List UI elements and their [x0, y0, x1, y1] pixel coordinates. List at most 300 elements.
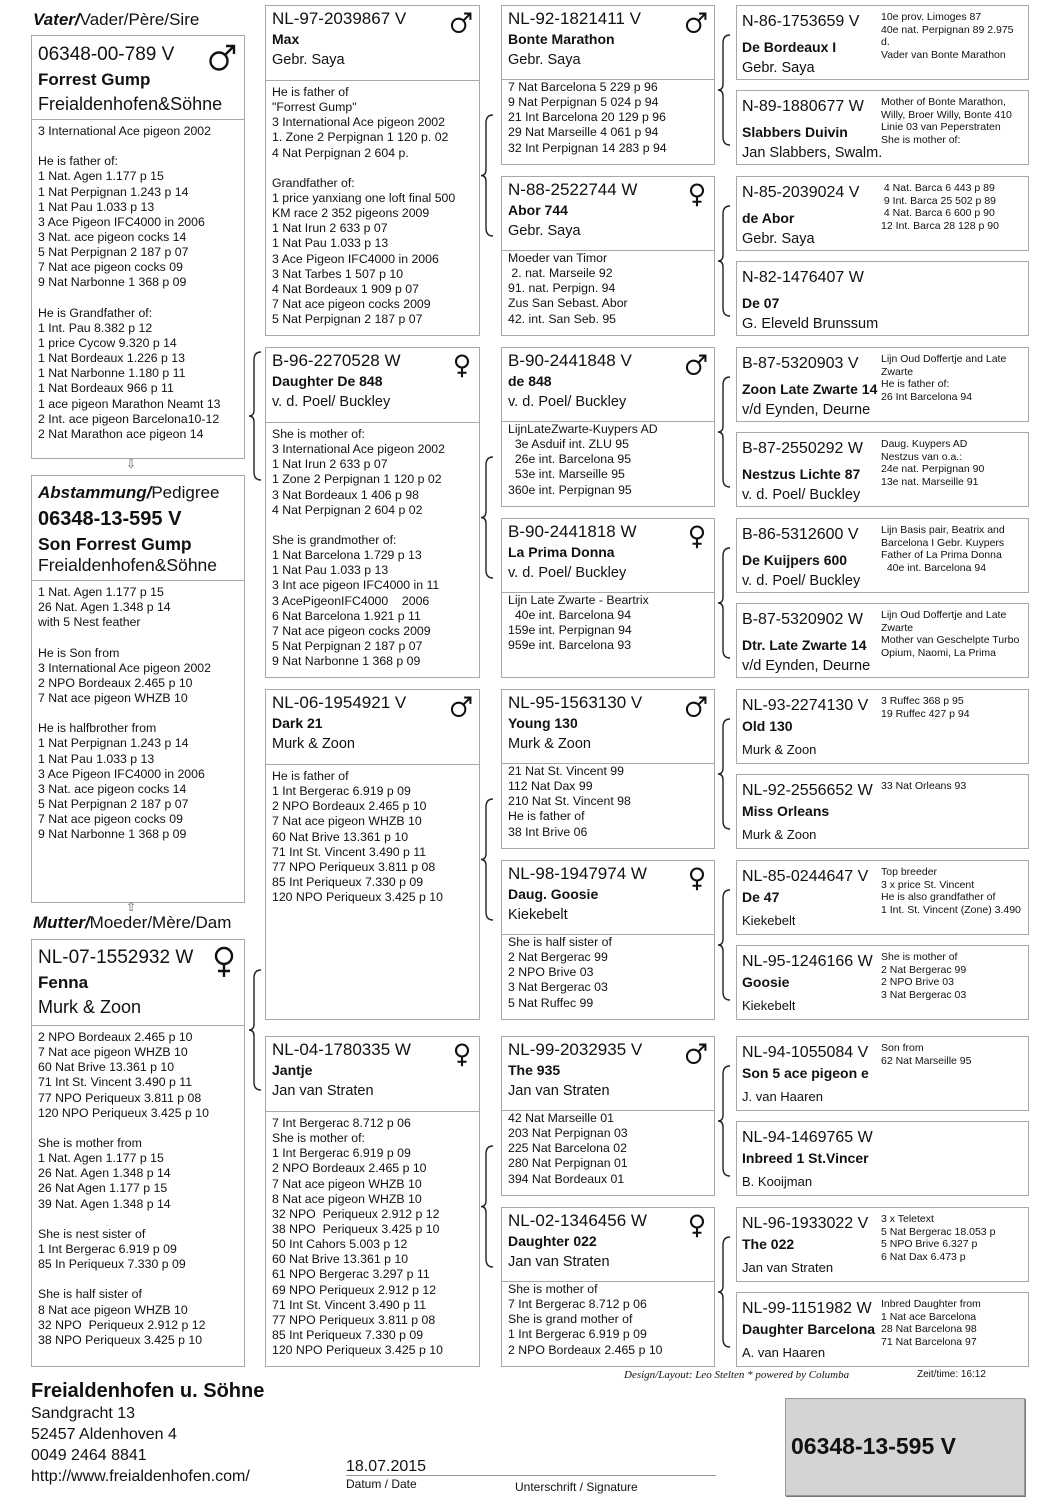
achievement-line: 3 Ruffec 368 p 95 — [881, 695, 964, 707]
ring-number: NL-02-1346456 W — [508, 1211, 647, 1230]
ring-number: NL-04-1780335 W — [272, 1040, 411, 1059]
achievement-line: 21 Int Barcelona 20 129 p 96 — [508, 110, 666, 125]
achievement-line: Inbred Daughter from — [881, 1298, 981, 1310]
dam-brace — [249, 970, 261, 1090]
achievement-line: 1. Zone 2 Perpignan 1 120 p. 02 — [272, 130, 449, 145]
achievement-line: 1 Int Bergerac 6.919 p 09 — [272, 784, 411, 799]
ring-number: NL-95-1246166 W — [742, 953, 873, 970]
achievement-line: 32 Int Perpignan 14 283 p 94 — [508, 140, 667, 155]
sire-ring-number: 06348-00-789 V — [38, 44, 175, 65]
achievement-line: 50 Int Cahors 5.003 p 12 — [272, 1237, 408, 1252]
achievement-line: He is father of — [508, 809, 585, 824]
achievement-line: 3 International Ace pigeon 2002 — [272, 115, 445, 130]
achievement-line: 1 Nat. Agen 1.177 p 15 — [38, 1151, 164, 1166]
achievement-line: 39 Nat. Agen 1.348 p 14 — [38, 1196, 171, 1211]
achievement-line: She is half sister of — [508, 935, 612, 949]
achievement-line: 9 Nat Narbonne 1 368 p 09 — [272, 654, 421, 669]
achievement-line: 1 Int. St. Vincent (Zone) 3.490 — [881, 903, 1021, 916]
owner-website[interactable]: http://www.freialdenhofen.com/ — [31, 1468, 250, 1485]
achievement-line: She is nest sister of — [38, 1226, 146, 1241]
achievement-line: She is mother of: — [272, 1131, 365, 1146]
achievement-line: 8 Nat ace pigeon WHZB 10 — [38, 1302, 188, 1317]
achievement-line: 1 Nat ace Barcelona — [881, 1310, 977, 1323]
breeder-name: Gebr. Saya — [742, 60, 815, 76]
ring-number: B-87-2550292 W — [742, 440, 863, 457]
achievement-line: 9 Nat Narbonne 1 368 p 09 — [38, 275, 187, 290]
achievement-line: 3 International Ace pigeon 2002 — [38, 124, 211, 138]
achievement-line: LijnLateZwarte-Kuypers AD — [508, 422, 658, 436]
achievement-line: 2 Nat Marathon ace pigeon 14 — [38, 426, 204, 441]
achievement-line: 3 AcePigeonIFC4000 2006 — [272, 593, 430, 608]
achievement-line: 9 Int. Barca 25 502 p 89 — [881, 194, 996, 207]
achievement-line: She is mother of: — [272, 427, 365, 441]
achievement-line: 5 Nat Perpignan 2 187 p 07 — [272, 312, 423, 327]
achievement-line: 26e int. Barcelona 95 — [508, 452, 632, 467]
achievement-line: Father of La Prima Donna — [881, 549, 1002, 562]
achievement-line: Zwarte — [881, 365, 914, 378]
dam-label-bold: Mutter/ — [33, 913, 90, 932]
achievement-line: 26 Nat Agen 1.177 p 15 — [38, 1181, 168, 1196]
breeder-name: Jan van Straten — [508, 1083, 610, 1099]
achievement-line: 71 Nat Barcelona 97 — [881, 1335, 977, 1348]
achievement-line: 2 NPO Bordeaux 2.465 p 10 — [272, 1161, 427, 1176]
owner-city: 52457 Aldenhoven 4 — [31, 1426, 177, 1443]
achievement-line: 1 price yanxiang one loft final 500 — [272, 190, 456, 205]
achievement-line: 5 Nat Perpignan 2 187 p 07 — [38, 245, 189, 260]
down-arrow-icon: ⇩ — [126, 457, 137, 471]
achievement-line: She is mother of — [508, 1282, 598, 1296]
achievement-line: Lijn Late Zwarte - Beartrix — [508, 593, 649, 607]
dam-breeder: Murk & Zoon — [38, 997, 142, 1017]
achievement-line: 1 Int. Pau 8.382 p 12 — [38, 320, 153, 335]
achievement-line: 6 Nat Dax 6.473 p — [881, 1250, 966, 1263]
achievement-line: She is half sister of — [38, 1287, 142, 1302]
pigeon-name: De 07 — [742, 295, 780, 311]
achievement-line: 7 Nat ace pigeon WHZB 10 — [38, 1045, 188, 1060]
achievement-line: 77 NPO Periqueux 3.811 p 08 — [272, 1312, 436, 1327]
achievement-line: 61 NPO Bergerac 3.297 p 11 — [272, 1267, 430, 1282]
achievement-line: 5 NPO Brive 6.327 p — [881, 1238, 978, 1251]
owner-street: Sandgracht 13 — [31, 1405, 136, 1422]
achievement-line: 1 Nat. Agen 1.177 p 15 — [38, 585, 164, 599]
achievement-line: d. — [881, 36, 890, 49]
achievement-line: Barcelona I Gebr. Kuypers — [881, 536, 1005, 549]
grandparent-brace-2 — [481, 799, 493, 920]
achievement-line: 26 Int Barcelona 94 — [881, 390, 973, 403]
achievement-line: 120 NPO Periqueux 3.425 p 10 — [272, 1343, 443, 1358]
achievement-line: 3 x Teletext — [881, 1213, 934, 1225]
achievement-line: She is mother of: — [881, 133, 961, 146]
achievement-line: 3 Nat Bordeaux 1 406 p 98 — [272, 487, 419, 502]
achievement-line: She is grandmother of: — [272, 532, 397, 547]
achievement-line: 42. int. San Seb. 95 — [508, 311, 617, 326]
achievement-line: 1 price Cycow 9.320 p 14 — [38, 335, 177, 350]
achievement-line: 3 Nat Bergerac 03 — [881, 988, 967, 1001]
ring-number: NL-94-1469765 W — [742, 1129, 873, 1146]
print-time: Zeit/time: 16:12 — [917, 1369, 986, 1380]
achievement-line: Nestzus van o.a.: — [881, 450, 963, 463]
achievement-line: 5 Nat Ruffec 99 — [508, 995, 594, 1010]
achievement-line: 5 Nat Bergerac 18.053 p — [881, 1225, 996, 1238]
achievement-line: 1 Nat. Agen 1.177 p 15 — [38, 169, 164, 184]
breeder-name: A. van Haaren — [742, 1345, 826, 1360]
achievement-line: 7 Nat ace pigeon cocks 09 — [38, 260, 183, 275]
great-grandparent-brace-5 — [718, 890, 730, 1000]
achievement-line: 71 Int St. Vincent 3.490 p 11 — [38, 1075, 193, 1090]
pigeon-name: Nestzus Lichte 87 — [742, 466, 861, 482]
achievement-line: Mother van Geschelpte Turbo — [881, 634, 1020, 647]
ring-number: NL-98-1947974 W — [508, 864, 647, 883]
achievement-line: 9 Nat Narbonne 1 368 p 09 — [38, 827, 187, 842]
achievement-line: 38 NPO Periqueux 3.425 p 10 — [272, 1221, 440, 1236]
achievement-line: 42 Nat Marseille 01 — [508, 1111, 614, 1125]
achievement-line: She is mother from — [38, 1135, 142, 1150]
achievement-line: 2 NPO Brive 03 — [508, 965, 594, 980]
ring-number: NL-95-1563130 V — [508, 693, 643, 712]
achievement-line: 3 International Ace pigeon 2002 — [38, 660, 211, 675]
achievement-line: 3 Ace Pigeon IFC4000 in 2006 — [38, 766, 205, 781]
pigeon-name: De Bordeaux I — [742, 39, 837, 55]
breeder-name: Murk & Zoon — [272, 736, 355, 752]
achievement-line: with 5 Nest feather — [38, 615, 141, 630]
up-arrow-icon: ⇧ — [126, 900, 137, 914]
great-grandparent-brace-3 — [718, 548, 730, 658]
pigeon-name: De 47 — [742, 889, 780, 905]
achievement-line: 69 NPO Periqueux 2.912 p 12 — [272, 1282, 437, 1297]
achievement-line: 77 NPO Periqueux 3.811 p 08 — [38, 1090, 202, 1105]
breeder-name: Gebr. Saya — [508, 52, 581, 68]
achievement-line: 2 NPO Bordeaux 2.465 p 10 — [272, 799, 427, 814]
pigeon-name: Daughter 022 — [508, 1233, 597, 1249]
achievement-line: 40e nat. Perpignan 89 2.975 — [881, 23, 1014, 36]
pigeon-name: Daug. Goosie — [508, 886, 599, 902]
achievement-line: Grandfather of: — [272, 175, 355, 190]
pigeon-name: Slabbers Duivin — [742, 124, 848, 140]
dam-label-rest: Moeder/Mère/Dam — [89, 913, 232, 932]
breeder-name: Murk & Zoon — [742, 827, 817, 842]
achievement-line: 62 Nat Marseille 95 — [881, 1054, 972, 1067]
achievement-line: 7 Nat ace pigeon WHZB 10 — [272, 814, 422, 829]
achievement-line: 33 Nat Orleans 93 — [881, 780, 967, 792]
achievement-line: 38 Int Brive 06 — [508, 824, 588, 839]
achievement-line: 5 Nat Perpignan 2 187 p 07 — [38, 796, 189, 811]
achievement-line: 26 Nat. Agen 1.348 p 14 — [38, 600, 171, 615]
achievement-line: Moeder van Timor — [508, 251, 608, 265]
achievement-line: 9 Nat Perpignan 5 024 p 94 — [508, 95, 659, 110]
achievement-line: 7 Nat ace pigeon WHZB 10 — [272, 1176, 422, 1191]
achievement-line: 3 Nat Bergerac 03 — [508, 980, 608, 995]
achievement-line: 3 International Ace pigeon 2002 — [272, 442, 445, 457]
achievement-line: 53e int. Marseille 95 — [508, 467, 625, 482]
achievement-line: 7 Nat ace pigeon cocks 09 — [38, 812, 183, 827]
achievement-line: 1 Nat Irun 2 633 p 07 — [272, 221, 388, 236]
achievement-line: Mother of Bonte Marathon, — [881, 96, 1006, 108]
ring-number: N-89-1880677 W — [742, 98, 864, 115]
achievement-line: 8 Nat ace pigeon WHZB 10 — [272, 1191, 422, 1206]
subject-label-rest: Pedigree — [151, 483, 220, 502]
breeder-name: Murk & Zoon — [742, 742, 817, 757]
ring-number: NL-93-2274130 V — [742, 697, 869, 714]
achievement-line: 159e int. Perpignan 94 — [508, 623, 632, 638]
achievement-line: 1 Nat Irun 2 633 p 07 — [272, 457, 388, 472]
achievement-line: 7 Int Bergerac 8.712 p 06 — [508, 1297, 647, 1312]
subject-label-bold: Abstammung/ — [38, 483, 152, 502]
achievement-line: 120 NPO Periqueux 3.425 p 10 — [38, 1105, 209, 1120]
breeder-name: Kiekebelt — [508, 907, 568, 923]
achievement-line: 32 NPO Periqueux 2.912 p 12 — [272, 1206, 440, 1221]
achievement-line: 203 Nat Perpignan 03 — [508, 1126, 628, 1141]
achievement-line: 7 Nat Barcelona 5 229 p 96 — [508, 80, 658, 94]
pigeon-name: Old 130 — [742, 718, 793, 734]
grandparent-brace-0 — [481, 115, 493, 236]
great-grandparent-brace-2 — [718, 377, 730, 487]
achievement-line: 1 Nat Pau 1.033 p 13 — [272, 563, 389, 578]
achievement-line: 32 NPO Periqueux 2.912 p 12 — [38, 1317, 206, 1332]
achievement-line: 4 Nat. Barca 6 600 p 90 — [881, 207, 995, 220]
achievement-line: 85 In Periqueux 7.330 p 09 — [38, 1257, 186, 1272]
breeder-name: Jan van Straten — [508, 1254, 610, 1270]
achievement-line: Zus San Sebast. Abor — [508, 296, 628, 311]
ring-number: NL-99-1151982 W — [742, 1300, 872, 1317]
pigeon-name: Inbreed 1 St.Vincer — [742, 1150, 869, 1166]
achievement-line: 1 Int Bergerac 6.919 p 09 — [272, 1146, 411, 1161]
achievement-line: 3 Nat Tarbes 1 507 p 10 — [272, 266, 404, 281]
achievement-line: 1 Nat Perpignan 1.243 p 14 — [38, 184, 189, 199]
achievement-line: 3 Ace Pigeon IFC4000 in 2006 — [272, 251, 439, 266]
breeder-name: Jan Slabbers, Swalm. — [742, 145, 883, 161]
achievement-line: 19 Ruffec 427 p 94 — [881, 707, 970, 720]
ring-number: NL-85-0244647 V — [742, 868, 869, 885]
achievement-line: Linie 03 van Peperstraten — [881, 121, 1001, 134]
ring-number: B-90-2441848 V — [508, 351, 632, 370]
achievement-line: 7 Int Bergerac 8.712 p 06 — [272, 1116, 411, 1130]
achievement-line: 4 Nat Perpignan 2 604 p 02 — [272, 502, 423, 517]
ring-number: B-86-5312600 V — [742, 526, 859, 543]
achievement-line: 1 Nat Bordeaux 966 p 11 — [38, 381, 174, 396]
achievement-line: 360e int. Perpignan 95 — [508, 482, 632, 497]
ring-number: N-88-2522744 W — [508, 180, 638, 199]
achievement-line: 40e int. Barcelona 94 — [508, 608, 632, 623]
achievement-line: KM race 2 352 pigeons 2009 — [272, 206, 430, 221]
pigeon-name: The 935 — [508, 1062, 561, 1078]
breeder-name: Gebr. Saya — [742, 231, 815, 247]
achievement-line: He is also grandfather of — [881, 891, 996, 904]
breeder-name: Gebr. Saya — [272, 52, 345, 68]
pigeon-name: La Prima Donna — [508, 544, 615, 560]
grandparent-brace-1 — [481, 457, 493, 578]
achievement-line: 280 Nat Perpignan 01 — [508, 1156, 628, 1171]
achievement-line: "Forrest Gump" — [272, 100, 357, 115]
breeder-name: Gebr. Saya — [508, 223, 581, 239]
ring-number: NL-92-2556652 W — [742, 782, 873, 799]
achievement-line: 3 Int ace pigeon IFC4000 in 11 — [272, 578, 440, 593]
achievement-line: 1 Zone 2 Perpignan 1 120 p 02 — [272, 472, 442, 487]
achievement-line: 38 NPO Periqueux 3.425 p 10 — [38, 1332, 203, 1347]
achievement-line: 4 Nat. Barca 6 443 p 89 — [881, 182, 995, 194]
breeder-name: v. d. Poel/ Buckley — [508, 565, 627, 581]
achievement-line: 60 Nat Brive 13.361 p 10 — [272, 829, 409, 844]
great-grandparent-brace-6 — [718, 1066, 730, 1176]
great-grandparent-brace-0 — [718, 35, 730, 145]
achievement-line: 6 Nat Barcelona 1.921 p 11 — [272, 608, 421, 623]
breeder-name: Kiekebelt — [742, 998, 796, 1013]
sire-label-bold: Vater/ — [33, 10, 80, 29]
achievement-line: 29 Nat Marseille 4 061 p 94 — [508, 125, 659, 140]
pigeon-name: Daughter De 848 — [272, 373, 383, 389]
sire-brace — [249, 352, 261, 480]
pigeon-name: Zoon Late Zwarte 14 — [742, 381, 878, 397]
achievement-line: Lijn Oud Doffertje and Late — [881, 609, 1007, 621]
achievement-line: Son from — [881, 1042, 924, 1054]
ring-stamp — [785, 1398, 1025, 1496]
ring-number: NL-06-1954921 V — [272, 693, 407, 712]
ring-number: NL-97-2039867 V — [272, 9, 407, 28]
pigeon-name: de Abor — [742, 210, 795, 226]
achievement-line: 2 NPO Bordeaux 2.465 p 10 — [508, 1342, 663, 1357]
achievement-line: Vader van Bonte Marathon — [881, 48, 1006, 61]
ring-number: B-90-2441818 W — [508, 522, 637, 541]
achievement-line: 10e prov. Limoges 87 — [881, 11, 982, 23]
achievement-line: 1 Nat Pau 1.033 p 13 — [272, 236, 389, 251]
achievement-line: He is Grandfather of: — [38, 305, 153, 320]
achievement-line: 1 Nat Barcelona 1.729 p 13 — [272, 548, 422, 563]
achievement-line: 1 Nat Perpignan 1.243 p 14 — [38, 736, 189, 751]
signature-label: Unterschrift / Signature — [515, 1480, 638, 1494]
achievement-line: 85 Int Periqueux 7.330 p 09 — [272, 874, 424, 889]
dam-name: Fenna — [38, 973, 89, 992]
achievement-line: 1 Int Bergerac 6.919 p 09 — [508, 1327, 647, 1342]
pigeon-name: Dark 21 — [272, 715, 323, 731]
achievement-line: 77 NPO Periqueux 3.811 p 08 — [272, 859, 436, 874]
achievement-line: Daug. Kuypers AD — [881, 438, 968, 450]
achievement-line: 959e int. Barcelona 93 — [508, 638, 632, 653]
achievement-line: 60 Nat Brive 13.361 p 10 — [272, 1252, 409, 1267]
achievement-line: 13e nat. Marseille 91 — [881, 475, 979, 488]
pigeon-name: De Kuijpers 600 — [742, 552, 848, 568]
achievement-line: 1 Int Bergerac 6.919 p 09 — [38, 1241, 177, 1256]
achievement-line: 394 Nat Bordeaux 01 — [508, 1171, 625, 1186]
achievement-line: 3 Ace Pigeon IFC4000 in 2006 — [38, 214, 205, 229]
breeder-name: Jan van Straten — [742, 1260, 834, 1275]
achievement-line: 24e nat. Perpignan 90 — [881, 463, 985, 476]
breeder-name: v. d. Poel/ Buckley — [742, 487, 861, 503]
breeder-name: B. Kooijman — [742, 1174, 813, 1189]
achievement-line: Zwarte — [881, 621, 914, 634]
achievement-line: He is father of — [272, 85, 349, 99]
pigeon-name: Goosie — [742, 974, 790, 990]
ring-number: N-85-2039024 V — [742, 184, 860, 201]
achievement-line: 225 Nat Barcelona 02 — [508, 1141, 627, 1156]
pigeon-name: Jantje — [272, 1062, 313, 1078]
great-grandparent-brace-7 — [718, 1237, 730, 1347]
achievement-line: 2 Nat Bergerac 99 — [881, 963, 967, 976]
subject-ring-number: 06348-13-595 V — [38, 508, 182, 530]
pigeon-name: de 848 — [508, 373, 552, 389]
achievement-line: 1 Nat Pau 1.033 p 13 — [38, 751, 155, 766]
achievement-line: 4 Nat Bordeaux 1 909 p 07 — [272, 281, 419, 296]
ring-number: NL-92-1821411 V — [508, 9, 641, 28]
pigeon-name: Young 130 — [508, 715, 578, 731]
sire-name: Forrest Gump — [38, 70, 151, 89]
pigeon-name: Miss Orleans — [742, 803, 830, 819]
achievement-line: 12 Int. Barca 28 128 p 90 — [881, 219, 999, 232]
sire-breeder: Freialdenhofen&Söhne — [38, 94, 223, 114]
pigeon-name: Bonte Marathon — [508, 31, 615, 47]
achievement-line: 21 Nat St. Vincent 99 — [508, 764, 624, 778]
achievement-line: 112 Nat Dax 99 — [508, 779, 593, 794]
sire-label-rest: Vader/Père/Sire — [79, 10, 200, 29]
achievement-line: 71 Int St. Vincent 3.490 p 11 — [272, 844, 427, 859]
pigeon-name: The 022 — [742, 1236, 795, 1252]
achievement-line: 28 Nat Barcelona 98 — [881, 1323, 977, 1336]
achievement-line: 2 NPO Brive 03 — [881, 976, 954, 989]
pigeon-name: Max — [272, 31, 300, 47]
achievement-line: 2 NPO Bordeaux 2.465 p 10 — [38, 1030, 193, 1044]
breeder-name: Jan van Straten — [272, 1083, 374, 1099]
print-date: 18.07.2015 — [346, 1458, 427, 1475]
achievement-line: He is halfbrother from — [38, 721, 157, 736]
achievement-line: 1 Nat Narbonne 1.180 p 11 — [38, 366, 186, 381]
achievement-line: 1 Nat Pau 1.033 p 13 — [38, 199, 155, 214]
achievement-line: He is Son from — [38, 645, 120, 660]
achievement-line: 85 Int Periqueux 7.330 p 09 — [272, 1327, 424, 1342]
achievement-line: 120 NPO Periqueux 3.425 p 10 — [272, 890, 443, 905]
achievement-line: 210 Nat St. Vincent 98 — [508, 794, 631, 809]
ring-number: B-87-5320903 V — [742, 355, 859, 372]
signature-line — [346, 1475, 716, 1476]
achievement-line: Willy, Broer Willy, Bonte 410 — [881, 108, 1012, 121]
pigeon-name: Son 5 ace pigeon e — [742, 1065, 869, 1081]
achievement-line: 2 Nat Bergerac 99 — [508, 950, 608, 965]
ring-number: NL-96-1933022 V — [742, 1215, 869, 1232]
breeder-name: v/d Eynden, Deurne — [742, 402, 871, 418]
ring-number: B-96-2270528 W — [272, 351, 401, 370]
subject-breeder: Freialdenhofen&Söhne — [38, 555, 218, 575]
ring-number: NL-94-1055084 V — [742, 1044, 869, 1061]
achievement-line: 3e Asduif int. ZLU 95 — [508, 437, 629, 452]
owner-name: Freialdenhofen u. Söhne — [31, 1380, 265, 1402]
subject-name: Son Forrest Gump — [38, 534, 192, 554]
pigeon-name: Dtr. Late Zwarte 14 — [742, 637, 867, 653]
achievement-line: Lijn Oud Doffertje and Late — [881, 353, 1007, 365]
breeder-name: v/d Eynden, Deurne — [742, 658, 871, 674]
owner-info — [31, 1380, 264, 1487]
dam-ring-number: NL-07-1552932 W — [38, 947, 194, 968]
achievement-line: 71 Int St. Vincent 3.490 p 11 — [272, 1297, 427, 1312]
achievement-line: 2. nat. Marseile 92 — [508, 266, 613, 281]
achievement-line: 91. nat. Perpign. 94 — [508, 281, 616, 296]
achievement-line: 1 Nat Bordeaux 1.226 p 13 — [38, 351, 185, 366]
achievement-line: He is father of: — [38, 154, 118, 169]
achievement-line: 3 Nat. ace pigeon cocks 14 — [38, 229, 187, 244]
achievement-line: He is father of — [272, 769, 349, 783]
achievement-line: 5 Nat Perpignan 2 187 p 07 — [272, 638, 423, 653]
achievement-line: 7 Nat ace pigeon cocks 2009 — [272, 296, 431, 311]
achievement-line: 40e int. Barcelona 94 — [881, 561, 987, 574]
achievement-line: 3 Nat. ace pigeon cocks 14 — [38, 781, 187, 796]
breeder-name: J. van Haaren — [742, 1089, 823, 1104]
ring-number: N-86-1753659 V — [742, 13, 860, 30]
achievement-line: 60 Nat Brive 13.361 p 10 — [38, 1060, 175, 1075]
achievement-line: She is grand mother of — [508, 1312, 633, 1327]
achievement-line: 4 Nat Perpignan 2 604 p. — [272, 145, 409, 160]
achievement-line: She is mother of — [881, 951, 958, 963]
breeder-name: v. d. Poel/ Buckley — [508, 394, 627, 410]
achievement-line: 2 NPO Bordeaux 2.465 p 10 — [38, 675, 193, 690]
great-grandparent-brace-4 — [718, 719, 730, 829]
ring-number: B-87-5320902 W — [742, 611, 863, 628]
achievement-line: Top breeder — [881, 866, 938, 878]
